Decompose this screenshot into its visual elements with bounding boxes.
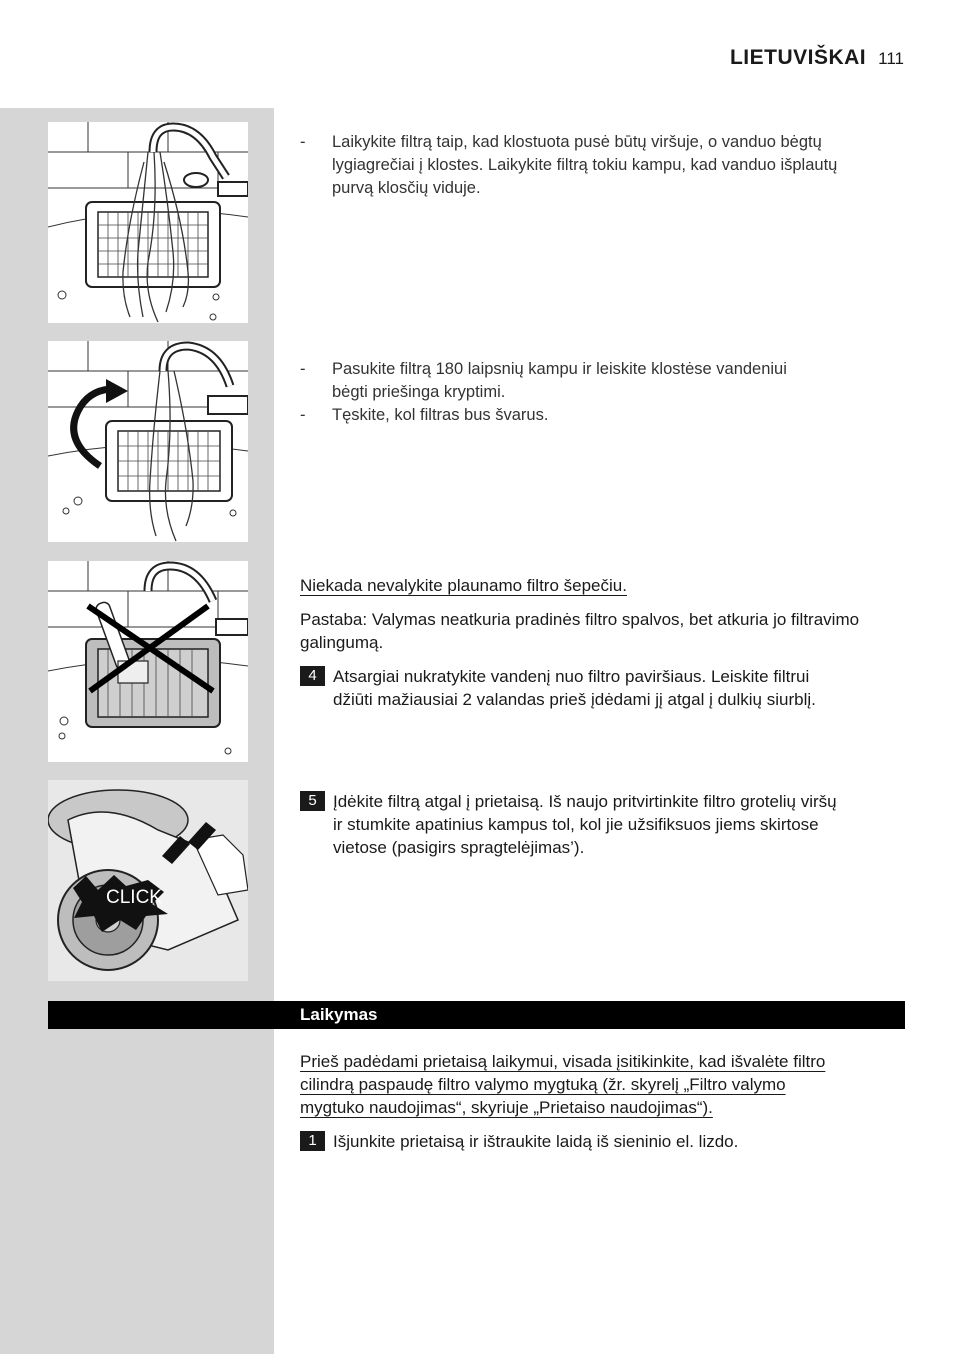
section-heading-bar [48, 1001, 905, 1029]
step-5: 5 Įdėkite filtrą atgal į prietaisą. Iš naujo pritvirtinkite filtro grotelių viršų ir stumkite apatinius kampus tol, kol jie užsifiksuos jiems skirtose vietose (pasigirs spragtelėjimas’). [300, 790, 906, 859]
language-label: LIETUVIŠKAI [729, 46, 867, 69]
bullet-item: - Laikykite filtrą taip, kad klostuota pusė būtų viršuje, o vanduo bėgtų lygiagrečiai į klostes. Laikykite filtrą tokiu kampu, kad vanduo išplautų purvą klosčių viduje. [300, 133, 838, 197]
section-rinse-instructions [300, 131, 906, 200]
step-number: 1 [300, 1131, 325, 1151]
step-number: 5 [300, 791, 325, 811]
step-number: 4 [300, 666, 325, 686]
note-text: Pastaba: Valymas neatkuria pradinės filtro spalvos, bet atkuria jo filtravimo galingumą. [300, 610, 860, 652]
figure-rotate-filter [48, 341, 248, 542]
click-label: CLICK [106, 887, 162, 908]
bullet-item: - Pasukite filtrą 180 laipsnių kampu ir leiskite klostėse vandeniui bėgti priešinga kryptimi. [300, 360, 787, 401]
page-header [730, 46, 904, 70]
bullet-item: - Tęskite, kol filtras bus švarus. [300, 406, 549, 424]
figure-rinse-filter [48, 122, 248, 323]
step-1: 1 Išjunkite prietaisą ir ištraukite laidą iš sieninio el. lizdo. [300, 1130, 906, 1153]
section-storage [300, 1050, 906, 1153]
step-4: 4 Atsargiai nukratykite vandenį nuo filtro paviršiaus. Leiskite filtrui džiūti mažiausiai 2 valandas prieš įdėdami jį atgal į dulkių siurblį. [300, 665, 906, 711]
figure-no-brush [48, 561, 248, 762]
storage-intro: Prieš padėdami prietaisą laikymui, visada įsitikinkite, kad išvalėte filtro cilindrą paspaudę filtro valymo mygtuką (žr. skyrelį „Filtro valymo mygtuko naudojimas“, skyriuje „Prietaiso naudojimas“). [300, 1052, 826, 1117]
figure-pointer [248, 786, 274, 808]
figure-pointer [248, 128, 274, 150]
section-rotate-instructions [300, 358, 906, 427]
section-heading: Laikymas [300, 1005, 378, 1024]
section-drying [300, 574, 906, 711]
figure-pointer [248, 566, 274, 588]
section-reinsert [300, 790, 906, 859]
page-number: 111 [878, 49, 904, 68]
figure-insert-filter [48, 780, 248, 981]
warning-text: Niekada nevalykite plaunamo filtro šepečiu. [300, 576, 627, 595]
figure-pointer [248, 360, 274, 382]
